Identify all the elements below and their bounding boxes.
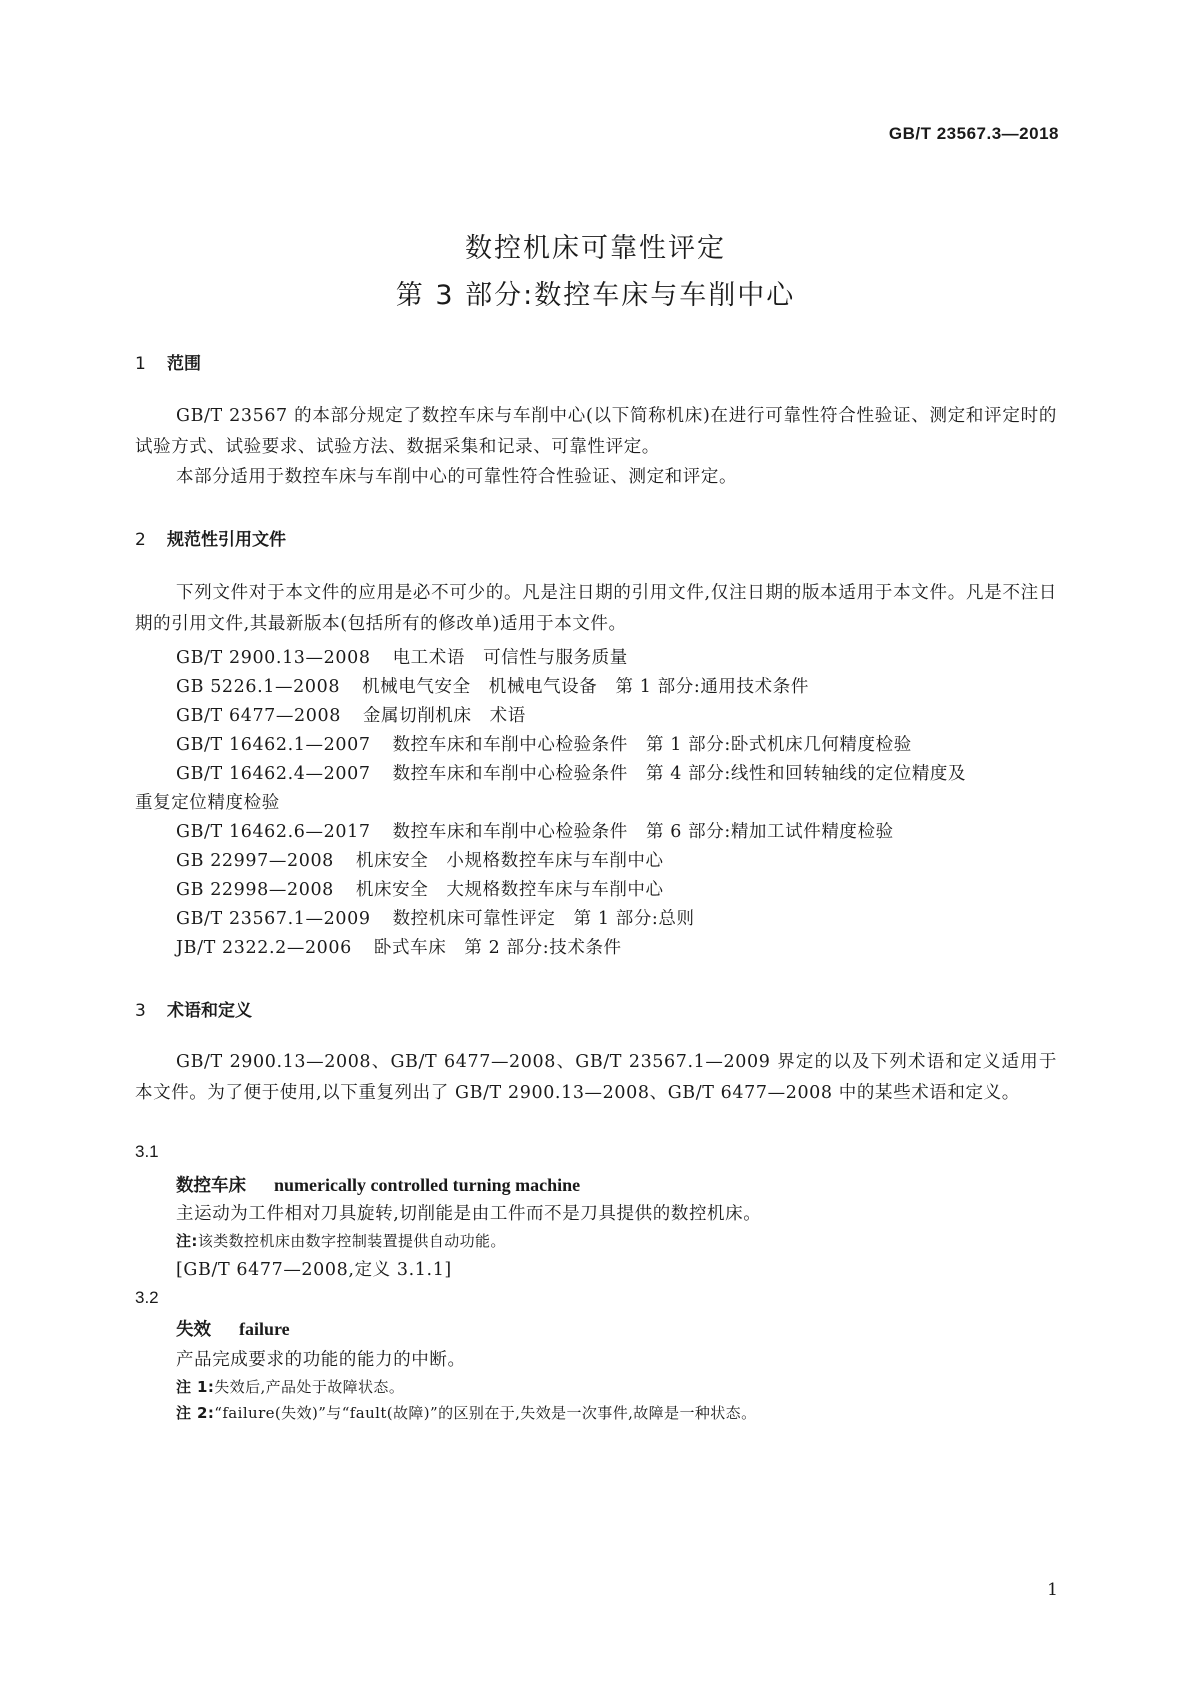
clause-number: 3.2 xyxy=(135,1288,159,1307)
reference-title: 机床安全 小规格数控车床与车削中心 xyxy=(355,851,664,871)
section-title: 范围 xyxy=(167,354,201,374)
references-intro: 下列文件对于本文件的应用是必不可少的。凡是注日期的引用文件,仅注日期的版本适用于本文件。凡是不注日期的引用文件,其最新版本(包括所有的修改单)适用于本文件。 xyxy=(135,583,1057,634)
reference-title: 数控车床和车削中心检验条件 第 4 部分:线性和回转轴线的定位精度及 xyxy=(392,764,967,784)
section-number: 2 xyxy=(135,530,146,550)
reference-item xyxy=(176,847,664,872)
scope-paragraph-2: 本部分适用于数控车床与车削中心的可靠性符合性验证、测定和评定。 xyxy=(176,467,738,487)
note-text: 失效后,产品处于故障状态。 xyxy=(214,1378,405,1396)
reference-code: GB/T 16462.1—2007 xyxy=(176,735,371,755)
page-number: 1 xyxy=(1047,1580,1058,1600)
reference-code: GB/T 16462.6—2017 xyxy=(176,822,371,842)
term-entry xyxy=(176,1172,580,1197)
scope-paragraph-1: GB/T 23567 的本部分规定了数控车床与车削中心(以下简称机床)在进行可靠性符合性验证、测定和评定时的试验方式、试验要求、试验方法、数据采集和记录、可靠性评定。 xyxy=(135,406,1057,457)
reference-title: 机床安全 大规格数控车床与车削中心 xyxy=(355,880,664,900)
term-zh: 数控车床 xyxy=(176,1176,246,1196)
standard-number: GB/T 23567.3—2018 xyxy=(888,124,1059,143)
term-zh: 失效 xyxy=(176,1320,211,1340)
note-label: 注 1: xyxy=(176,1378,215,1396)
reference-code: GB/T 23567.1—2009 xyxy=(176,909,371,929)
term-definition: 主运动为工件相对刀具旋转,切削能是由工件而不是刀具提供的数控机床。 xyxy=(176,1204,762,1224)
reference-code: GB/T 16462.4—2007 xyxy=(176,764,371,784)
document-title-line2: 第 3 部分:数控车床与车削中心 xyxy=(395,280,796,311)
reference-title: 卧式车床 第 2 部分:技术条件 xyxy=(373,938,622,958)
reference-code: GB/T 2900.13—2008 xyxy=(176,648,371,668)
section-heading-normative-references xyxy=(135,525,286,550)
reference-item xyxy=(176,702,526,727)
reference-code: GB 22997—2008 xyxy=(176,851,334,871)
term-note-2 xyxy=(176,1402,756,1423)
section-heading-terms-definitions xyxy=(135,996,252,1021)
term-note xyxy=(176,1230,506,1251)
reference-item xyxy=(176,876,664,901)
reference-item-continuation xyxy=(135,789,280,814)
note-label: 注: xyxy=(176,1232,198,1250)
section-number: 3 xyxy=(135,1001,146,1021)
term-en: failure xyxy=(239,1319,290,1339)
reference-item xyxy=(176,673,809,698)
clause-number: 3.1 xyxy=(135,1142,159,1161)
reference-code: GB 22998—2008 xyxy=(176,880,334,900)
reference-title: 数控车床和车削中心检验条件 第 1 部分:卧式机床几何精度检验 xyxy=(392,735,912,755)
reference-item xyxy=(176,644,628,669)
reference-item xyxy=(176,731,912,756)
reference-code: GB/T 6477—2008 xyxy=(176,706,341,726)
section-heading-scope xyxy=(135,349,201,374)
section-title: 术语和定义 xyxy=(167,1001,252,1021)
reference-item xyxy=(176,934,622,959)
reference-title: 重复定位精度检验 xyxy=(135,793,280,813)
reference-title: 机械电气安全 机械电气设备 第 1 部分:通用技术条件 xyxy=(362,677,809,697)
term-en: numerically controlled turning machine xyxy=(274,1175,581,1195)
note-text: 该类数控机床由数字控制装置提供自动功能。 xyxy=(197,1232,506,1250)
reference-code: JB/T 2322.2—2006 xyxy=(176,938,352,958)
reference-item xyxy=(176,905,695,930)
reference-code: GB 5226.1—2008 xyxy=(176,677,341,697)
reference-title: 电工术语 可信性与服务质量 xyxy=(392,648,628,668)
reference-title: 数控机床可靠性评定 第 1 部分:总则 xyxy=(392,909,695,929)
term-note-1 xyxy=(176,1376,404,1397)
term-definition: 产品完成要求的功能的能力的中断。 xyxy=(176,1350,466,1370)
note-label: 注 2: xyxy=(176,1404,215,1422)
section-title: 规范性引用文件 xyxy=(167,530,286,550)
reference-title: 数控车床和车削中心检验条件 第 6 部分:精加工试件精度检验 xyxy=(392,822,894,842)
term-source: [GB/T 6477—2008,定义 3.1.1] xyxy=(176,1260,452,1280)
reference-title: 金属切削机床 术语 xyxy=(362,706,526,726)
reference-item xyxy=(176,760,966,785)
document-title-line1: 数控机床可靠性评定 xyxy=(465,233,726,264)
terms-intro: GB/T 2900.13—2008、GB/T 6477—2008、GB/T 23567.1—2009 界定的以及下列术语和定义适用于本文件。为了便于使用,以下重复列出了 GB/T 2900.13—2008、GB/T 6477—2008 中的某些术语和定义。 xyxy=(135,1052,1057,1103)
section-number: 1 xyxy=(135,354,146,374)
note-text: “failure(失效)”与“fault(故障)”的区别在于,失效是一次事件,故障是一种状态。 xyxy=(214,1404,757,1422)
term-entry xyxy=(176,1316,290,1341)
reference-item xyxy=(176,818,894,843)
